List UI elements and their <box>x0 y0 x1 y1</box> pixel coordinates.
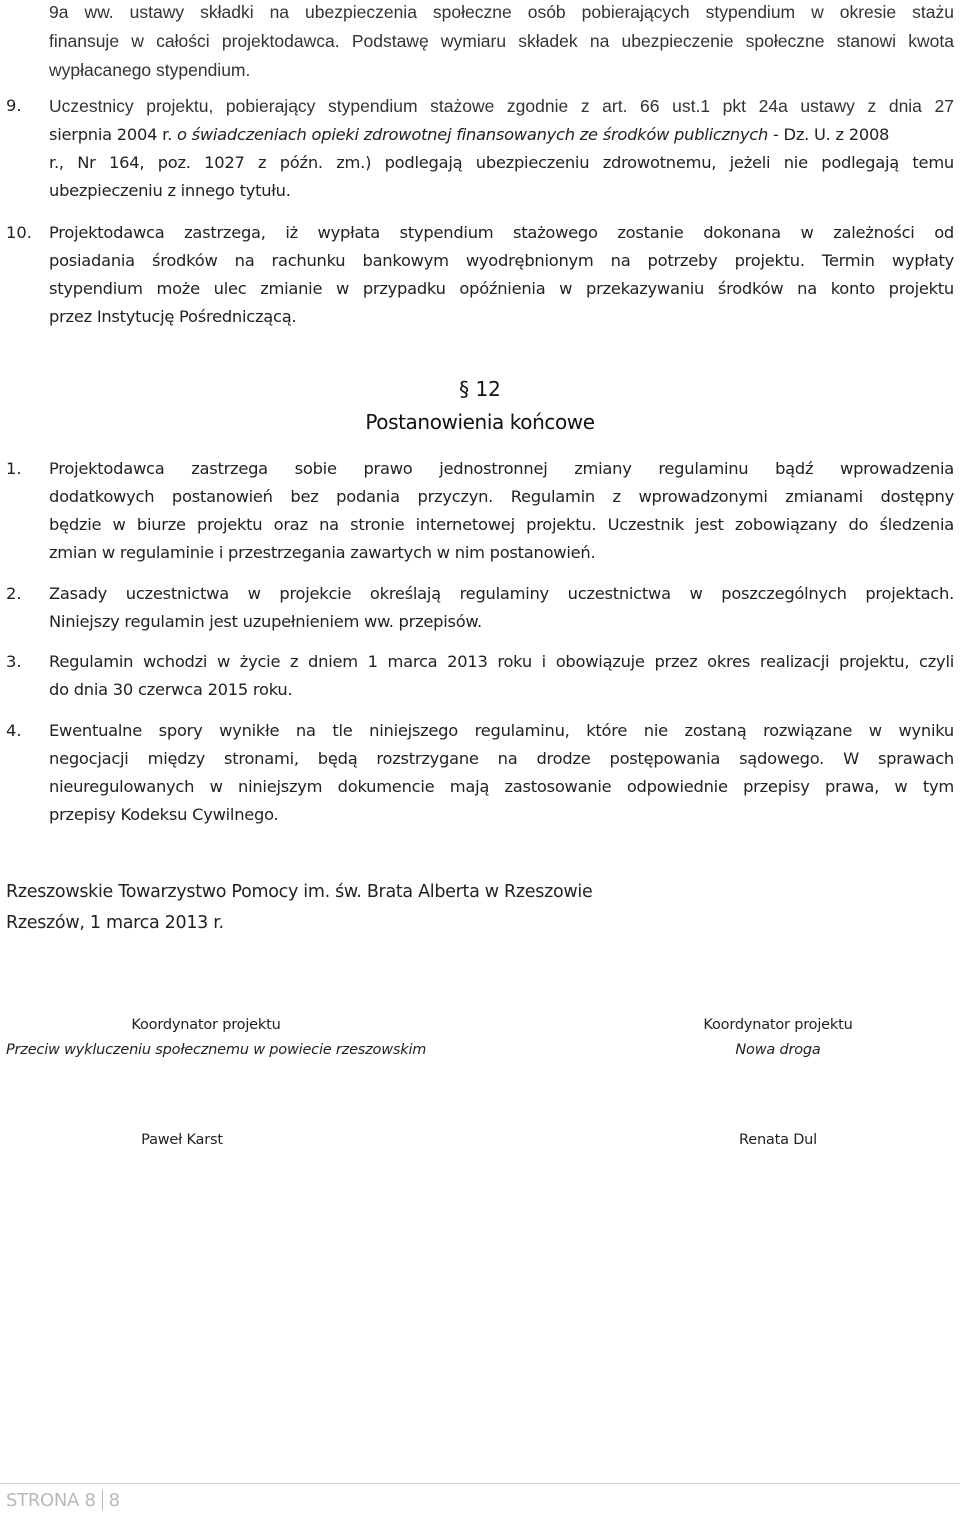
final-item-4-line-3: nieuregulowanych w niniejszym dokumencie mają zastosowanie odpowiednie przepisy prawa, w tym <box>49 777 954 796</box>
page-number-label: STRONA 8 <box>6 1490 96 1511</box>
footer-divider <box>0 1483 960 1484</box>
final-item-1-number: 1. <box>6 459 22 478</box>
final-item-2-number: 2. <box>6 584 22 603</box>
final-item-4-line-1: Ewentualne spory wynikłe na tle niniejszego regulaminu, które nie zostaną rozwiązane w wyniku <box>49 721 954 740</box>
page-total: 8 <box>108 1490 120 1511</box>
place-and-date: Rzeszów, 1 marca 2013 r. <box>6 913 224 933</box>
organization-name: Rzeszowskie Towarzystwo Pomocy im. św. Brata Alberta w Rzeszowie <box>6 882 593 902</box>
item-9-line-2-post: - Dz. U. z 2008 <box>768 125 890 144</box>
final-item-3-number: 3. <box>6 652 22 671</box>
item-10-line-1: Projektodawca zastrzega, iż wypłata stypendium stażowego zostanie dokonana w zależności od <box>49 223 954 242</box>
section-number: § 12 <box>459 377 501 401</box>
item-9-number: 9. <box>6 96 22 115</box>
final-item-1-line-1: Projektodawca zastrzega sobie prawo jednostronnej zmiany regulaminu bądź wprowadzenia <box>49 459 954 478</box>
item-9-line-1: Uczestnicy projektu, pobierający stypendium stażowe zgodnie z art. 66 ust.1 pkt 24a ustawy z dnia 27 <box>49 96 954 116</box>
item-9-act-title: o świadczeniach opieki zdrowotnej finansowanych ze środków publicznych <box>176 125 769 144</box>
item-9-line-2-pre: sierpnia 2004 r. <box>49 125 177 144</box>
final-item-4-line-4: przepisy Kodeksu Cywilnego. <box>49 805 279 824</box>
left-project-name: Przeciw wykluczeniu społecznemu w powiecie rzeszowskim <box>6 1042 427 1058</box>
final-item-2-line-1: Zasady uczestnictwa w projekcie określają regulaminy uczestnictwa w poszczególnych projektach. <box>49 584 954 603</box>
item-10-line-3: stypendium może ulec zmianie w przypadku opóźnienia w przekazywaniu środków na konto projektu <box>49 279 954 298</box>
item-9-line-2 <box>49 124 954 146</box>
final-item-1-line-2: dodatkowych postanowień bez podania przyczyn. Regulamin z wprowadzonymi zmianami dostępny <box>49 487 954 506</box>
item-9-line-3: r., Nr 164, poz. 1027 z późn. zm.) podlegają ubezpieczeniu zdrowotnemu, jeżeli nie podlegają temu <box>49 153 954 172</box>
item-10-number: 10. <box>6 223 32 242</box>
final-item-1-line-3: będzie w biurze projektu oraz na stronie internetowej projektu. Uczestnik jest zobowiązany do śledzenia <box>49 515 954 534</box>
item-9-line-4: ubezpieczeniu z innego tytułu. <box>49 181 291 200</box>
final-item-2-line-2: Niniejszy regulamin jest uzupełnieniem ww. przepisów. <box>49 612 482 631</box>
right-coordinator-role: Koordynator projektu <box>703 1017 853 1033</box>
left-coordinator-role: Koordynator projektu <box>131 1017 281 1033</box>
right-project-name: Nowa droga <box>735 1042 821 1058</box>
right-signatory-name: Renata Dul <box>739 1132 817 1148</box>
footer-separator <box>102 1490 103 1510</box>
final-item-4-number: 4. <box>6 721 22 740</box>
page-footer <box>6 1489 120 1513</box>
final-item-3-line-1: Regulamin wchodzi w życie z dniem 1 marca 2013 roku i obowiązuje przez okres realizacji projektu, czyli <box>49 652 954 671</box>
item-10-line-2: posiadania środków na rachunku bankowym wyodrębnionym na potrzeby projektu. Termin wypłaty <box>49 251 954 270</box>
section-title: Postanowienia końcowe <box>365 410 595 434</box>
left-signatory-name: Paweł Karst <box>141 1132 223 1148</box>
final-item-3-line-2: do dnia 30 czerwca 2015 roku. <box>49 680 293 699</box>
final-item-1-line-4: zmian w regulaminie i przestrzegania zawartych w nim postanowień. <box>49 543 596 562</box>
intro-line-3: wypłacanego stypendium. <box>49 60 251 80</box>
intro-line-2: finansuje w całości projektodawca. Podstawę wymiaru składek na ubezpieczenie społeczne stanowi kwota <box>49 31 954 51</box>
item-10-line-4: przez Instytucję Pośredniczącą. <box>49 307 297 326</box>
intro-line-1: 9a ww. ustawy składki na ubezpieczenia społeczne osób pobierających stypendium w okresie stażu <box>49 2 954 22</box>
final-item-4-line-2: negocjacji między stronami, będą rozstrzygane na drodze postępowania sądowego. W sprawach <box>49 749 954 768</box>
